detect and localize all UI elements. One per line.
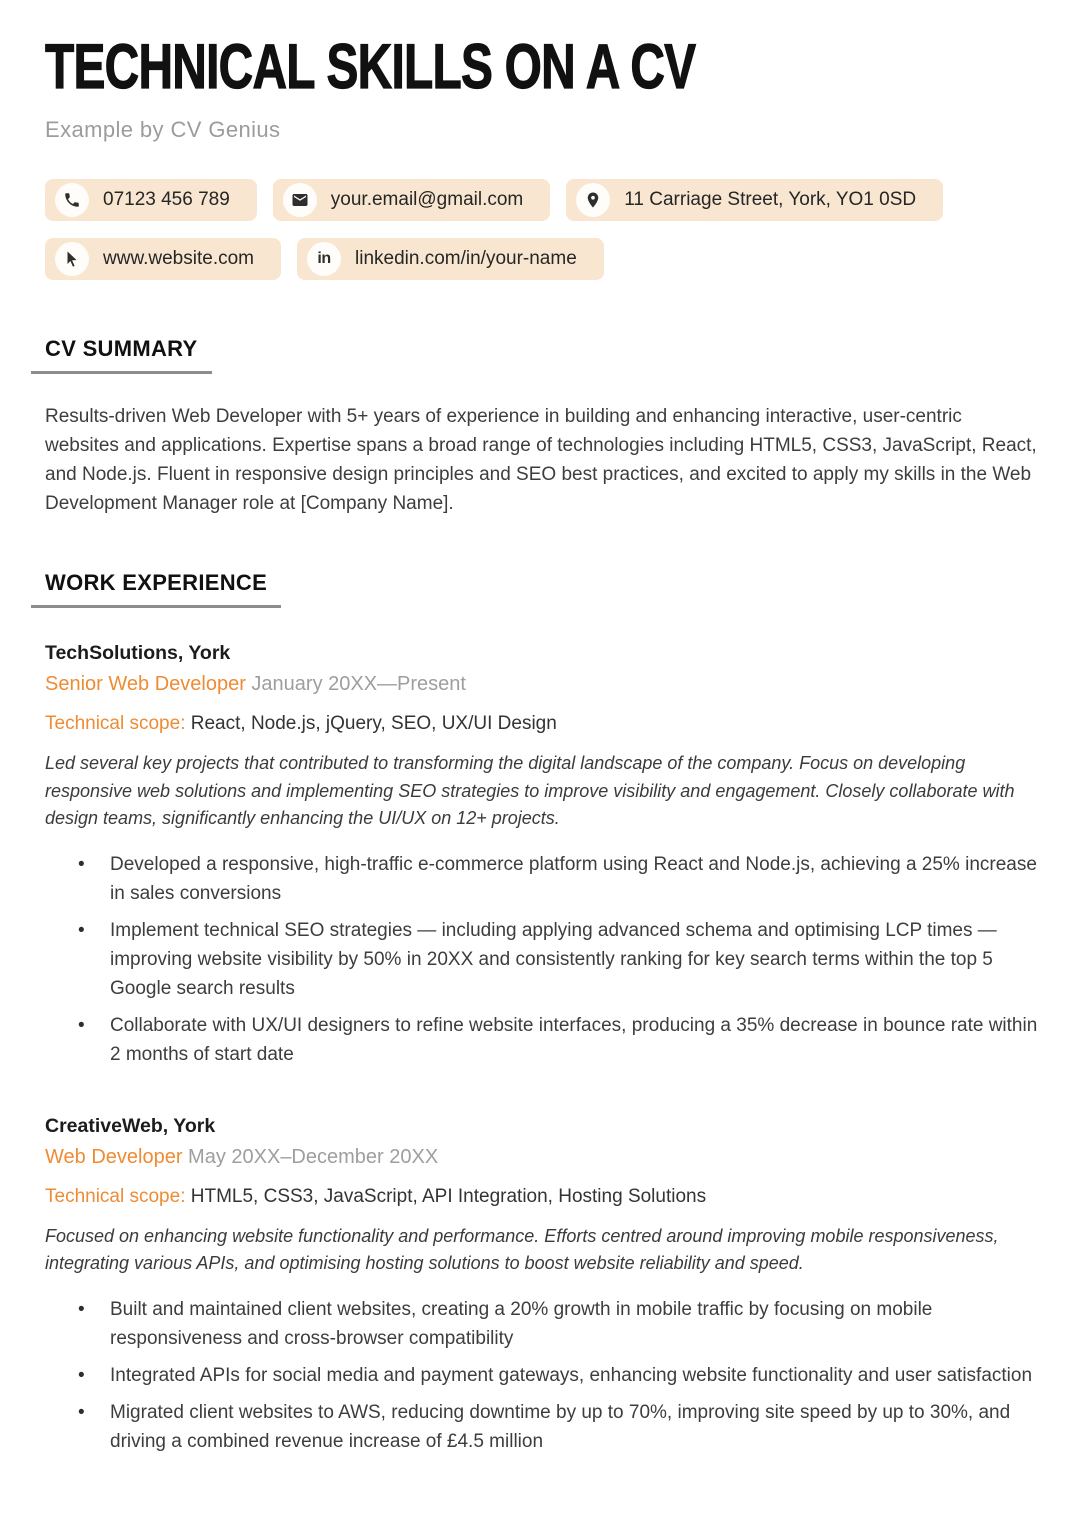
job-dates: May 20XX–December 20XX [188, 1145, 439, 1168]
job-role: Senior Web Developer [45, 673, 246, 695]
job-dates: January 20XX—Present [251, 673, 466, 695]
technical-scope-label: Technical scope: [45, 1185, 186, 1207]
technical-scope-label: Technical scope: [45, 713, 186, 734]
linkedin-icon: in [307, 242, 341, 276]
job-company: TechSolutions, York [45, 642, 231, 664]
contact-pill-linkedin [297, 238, 604, 280]
job-bullet-list [45, 850, 1041, 1069]
technical-scope-value: HTML5, CSS3, JavaScript, API Integration, Hosting Solutions [190, 1185, 707, 1207]
job-role: Web Developer [45, 1145, 183, 1168]
page-subtitle: Example by CV Genius [45, 117, 281, 142]
job-scope-line [45, 1186, 1041, 1208]
contact-info-bar [45, 179, 1041, 280]
contact-pill-email [273, 179, 550, 221]
job-entry-creativeweb [45, 1115, 1041, 1456]
job-description: Led several key projects that contributed to transforming the digital landscape of the company. Focus on developing responsive web solutions and implementing SEO strategies to improve visibility and engagement. Closely collaborate with design teams, significantly enhancing the UI/UX on 12+ projects. [45, 753, 1015, 828]
cv-summary-section [45, 336, 1041, 518]
job-bullet: • Implement technical SEO strategies — including applying advanced schema and optimising LCP times — improving website visibility by 50% in 20XX and consistently ranking for key search terms within the top 5 Google search results [45, 916, 1041, 1003]
job-bullet: • Collaborate with UX/UI designers to refine website interfaces, producing a 35% decrease in bounce rate within 2 months of start date [45, 1011, 1041, 1069]
email-icon [283, 183, 317, 217]
page-title: TECHNICAL SKILLS ON A CV [45, 32, 696, 102]
street-address: 11 Carriage Street, York, YO1 0SD [624, 189, 917, 210]
location-icon [576, 183, 610, 217]
work-experience-heading: WORK EXPERIENCE [31, 570, 281, 608]
contact-pill-address [566, 179, 943, 221]
website-icon [55, 242, 89, 276]
cv-summary-text: Results-driven Web Developer with 5+ years of experience in building and enhancing interactive, user-centric websites and applications. Expertise spans a broad range of technologies including HTML5, CSS3, JavaScript, React, and Node.js. Fluent in responsive design principles and SEO best practices, and excited to apply my skills in the Web Development Manager role at [Company Name]. [45, 406, 1037, 514]
email-address: your.email@gmail.com [330, 189, 524, 210]
job-bullet: • Integrated APIs for social media and payment gateways, enhancing website functionality and user satisfaction [45, 1361, 1041, 1390]
website-url: www.website.com [103, 248, 254, 269]
contact-pill-phone [45, 179, 257, 221]
job-bullet: • Built and maintained client websites, creating a 20% growth in mobile traffic by focusing on mobile responsiveness and cross-browser compatibility [45, 1295, 1041, 1353]
job-role-line [45, 673, 1041, 696]
phone-icon [55, 183, 89, 217]
technical-scope-value: React, Node.js, jQuery, SEO, UX/UI Design [190, 713, 557, 734]
job-entry-techsolutions [45, 642, 1041, 1069]
job-role-line [45, 1146, 1041, 1169]
job-bullet: • Developed a responsive, high-traffic e-commerce platform using React and Node.js, achieving a 25% increase in sales conversions [45, 850, 1041, 908]
job-bullet: • Migrated client websites to AWS, reducing downtime by up to 70%, improving site speed by up to 30%, and driving a combined revenue increase of £4.5 million [45, 1398, 1041, 1456]
linkedin-url: linkedin.com/in/your-name [355, 248, 577, 269]
job-description: Focused on enhancing website functionality and performance. Efforts centred around improving mobile responsiveness, integrating various APIs, and optimising hosting solutions to boost website reliability and speed. [45, 1225, 999, 1273]
job-company: CreativeWeb, York [45, 1114, 216, 1137]
cv-summary-heading: CV SUMMARY [31, 336, 212, 374]
contact-pill-website [45, 238, 281, 280]
job-bullet-list [45, 1295, 1041, 1456]
job-scope-line [45, 713, 1041, 735]
phone-number: 07123 456 789 [103, 189, 230, 210]
work-experience-section [45, 570, 1041, 1456]
